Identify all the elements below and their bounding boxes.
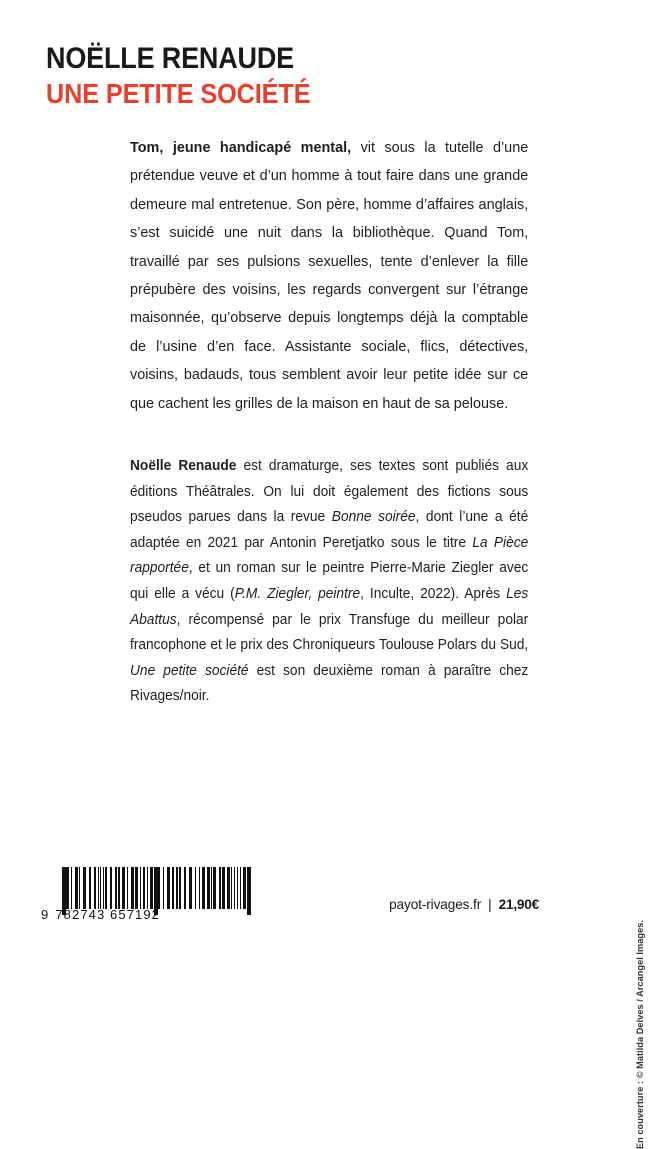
bio-title-pm-ziegler-peintre: P.M. Ziegler, peintre	[234, 586, 361, 603]
publisher-price-separator: |	[488, 897, 492, 912]
bio-title-bonne-soiree: Bonne soirée	[331, 509, 416, 526]
blurb-body: vit sous la tutelle d’une prétendue veuve et d’un homme à tout faire dans une grande demeure mal entretenue. Son père, homme d’affaires anglais, s’est suicidé une nuit dans la bibliothèque. Quand Tom, travaillé par ses pulsions sexuelles, tente d’enlever la fille prépubère des voisins, les regards convergent sur l’étrange maisonnée, qu’observe depuis longtemps déjà la comptable de l’usine d’en face. Assistante sociale, flics, détectives, voisins, badauds, tous semblent avoir leur petite idée sur ce que cachent les grilles de la maison en haut de sa pelouse.	[130, 139, 529, 412]
barcode-main-digits: 782743 657192	[55, 907, 161, 922]
title-block	[46, 42, 606, 110]
blurb-paragraph	[130, 134, 528, 418]
bio-author-bold: Noëlle Renaude	[130, 458, 237, 475]
author-name: NOËLLE RENAUDE	[46, 42, 295, 75]
bio-segment-1: est dramaturge, ses textes sont publiés aux éditions Théâtrales. On lui doit également des fictions sous pseudos parues dans la revue	[130, 458, 529, 526]
bio-title-une-petite-societe: Une petite société	[130, 662, 249, 679]
cover-photo-credit: En couverture : © Matilda Delves / Arcangel Images.	[635, 920, 645, 1149]
publisher-price-line	[389, 897, 539, 912]
isbn-barcode	[41, 867, 231, 929]
book-title: UNE PETITE SOCIÉTÉ	[46, 78, 311, 109]
bio-segment-4: , Inculte, 2022). Après	[360, 586, 507, 603]
blurb-lead-bold: Tom, jeune handicapé mental,	[130, 139, 352, 156]
bio-title-les-abattus: Les Abattus	[130, 586, 529, 628]
bio-segment-2: , dont l’une a été adaptée en 2021 par Antonin Peretjatko sous le titre	[130, 509, 529, 551]
copy-area	[130, 134, 528, 710]
bio-paragraph	[130, 454, 528, 710]
bio-title-la-piece-rapportee: La Pièce rapportée	[130, 534, 529, 577]
bio-segment-5: , récompensé par le prix Transfuge du meilleur polar francophone et le prix des Chroniqueurs Toulouse Polars du Sud,	[130, 611, 529, 654]
bio-segment-6: est son deuxième roman à paraître chez Rivages/noir.	[130, 662, 529, 705]
price-label: 21,90€	[498, 897, 539, 912]
barcode-lead-digit: 9	[41, 907, 50, 922]
barcode-digits	[41, 907, 231, 922]
publisher-website: payot-rivages.fr	[389, 897, 482, 912]
bio-segment-3: , et un roman sur le peintre Pierre-Marie Ziegler avec qui elle a vécu (	[130, 560, 529, 603]
